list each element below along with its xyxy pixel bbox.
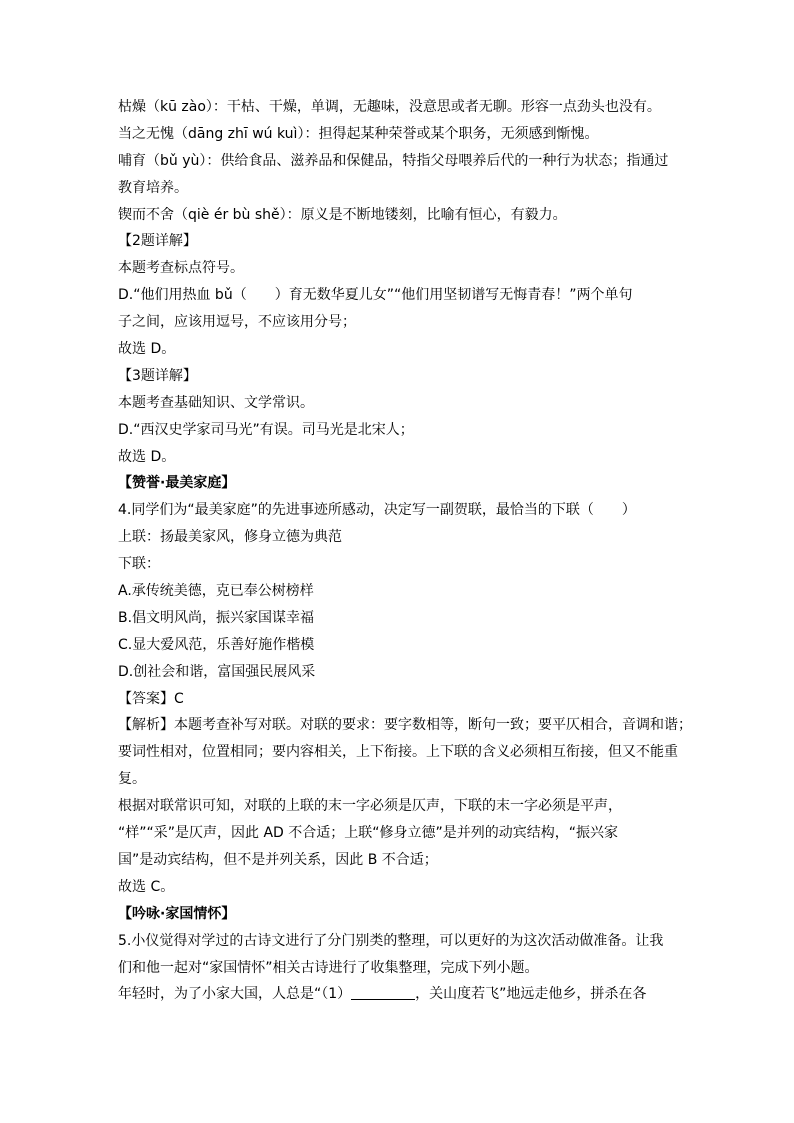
text-line: 们和他一起对“家国情怀”相关古诗进行了收集整理，完成下列小题。 xyxy=(118,959,539,976)
section-heading: 【吟咏·家国情怀】 xyxy=(118,905,236,922)
text-body xyxy=(118,94,692,981)
text-line: B.倡文明风尚，振兴家国谋幸福 xyxy=(118,609,315,626)
text-line: D.“西汉史学家司马光”有误。司马光是北宋人； xyxy=(118,421,414,438)
text-line: 【解析】本题考查补写对联。对联的要求：要字数相等，断句一致；要平仄相合，音调和谐； xyxy=(118,717,692,734)
text-line: 【2题详解】 xyxy=(118,233,197,250)
text-line: 要词性相对，位置相同；要内容相关，上下衔接。上下联的含义必须相互衔接，但又不能重 xyxy=(118,744,678,761)
text-line: 【3题详解】 xyxy=(118,367,197,384)
text-line: A.承传统美德，克已奉公树榜样 xyxy=(118,583,314,600)
text-line: D.“他们用热血 bǔ（ ）育无数华夏儿女”“他们用坚韧谱写无悔青春！”两个单句 xyxy=(118,287,633,304)
fill-in-suffix: ，关山度若飞”地远走他乡，拼杀在各 xyxy=(415,986,647,1003)
text-line: 4.同学们为“最美家庭”的先进事迹所感动，决定写一副贺联，最恰当的下联（ ） xyxy=(118,502,636,519)
section-heading: 【赞誉·最美家庭】 xyxy=(118,475,236,492)
text-line: 故选 D。 xyxy=(118,448,176,465)
answer-blank[interactable] xyxy=(351,985,415,1000)
text-line: 故选 C。 xyxy=(118,878,175,895)
text-line: 故选 D。 xyxy=(118,341,176,358)
text-line: 枯燥（kū zào）：干枯、干燥，单调，无趣味，没意思或者无聊。形容一点劲头也没有。 xyxy=(118,99,661,115)
text-line: C.显大爱风范，乐善好施作楷模 xyxy=(118,636,315,653)
text-line: 下联： xyxy=(118,556,160,573)
text-line: 本题考查标点符号。 xyxy=(118,260,244,277)
text-line: “样”“采”是仄声，因此 AD 不合适；上联“修身立德”是并列的动宾结构，“振兴家 xyxy=(118,825,619,842)
text-line: 上联：扬最美家风，修身立德为典范 xyxy=(118,529,342,546)
text-line: 教育培养。 xyxy=(118,179,188,196)
text-line: 国”是动宾结构，但不是并列关系，因此 B 不合适； xyxy=(118,851,438,868)
text-line: 当之无愧（dāng zhī wú kuì）：担得起某种荣誉或某个职务，无须感到惭愧。 xyxy=(118,125,599,142)
text-line: 哺育（bǔ yù）：供给食品、滋养品和保健品，特指父母喂养后代的一种行为状态；指通过 xyxy=(118,152,669,169)
text-line: 锲而不舍（qiè ér bù shě）：原义是不断地镂刻，比喻有恒心，有毅力。 xyxy=(118,206,567,223)
text-line-fill-in xyxy=(118,981,678,1008)
text-line: 【答案】C xyxy=(118,690,184,707)
text-line: 5.小仪觉得对学过的古诗文进行了分门别类的整理，可以更好的为这次活动做准备。让我 xyxy=(118,932,664,949)
text-line: 复。 xyxy=(118,771,146,788)
text-line: D.创社会和谐，富国强民展风采 xyxy=(118,663,316,680)
document-page xyxy=(118,94,692,1008)
text-line: 子之间，应该用逗号，不应该用分号； xyxy=(118,314,356,331)
fill-in-prefix: 年轻时，为了小家大国，人总是“（1） xyxy=(118,986,352,1003)
text-line: 本题考查基础知识、文学常识。 xyxy=(118,394,314,411)
text-line: 根据对联常识可知，对联的上联的末一字必须是仄声，下联的末一字必须是平声， xyxy=(118,798,622,815)
